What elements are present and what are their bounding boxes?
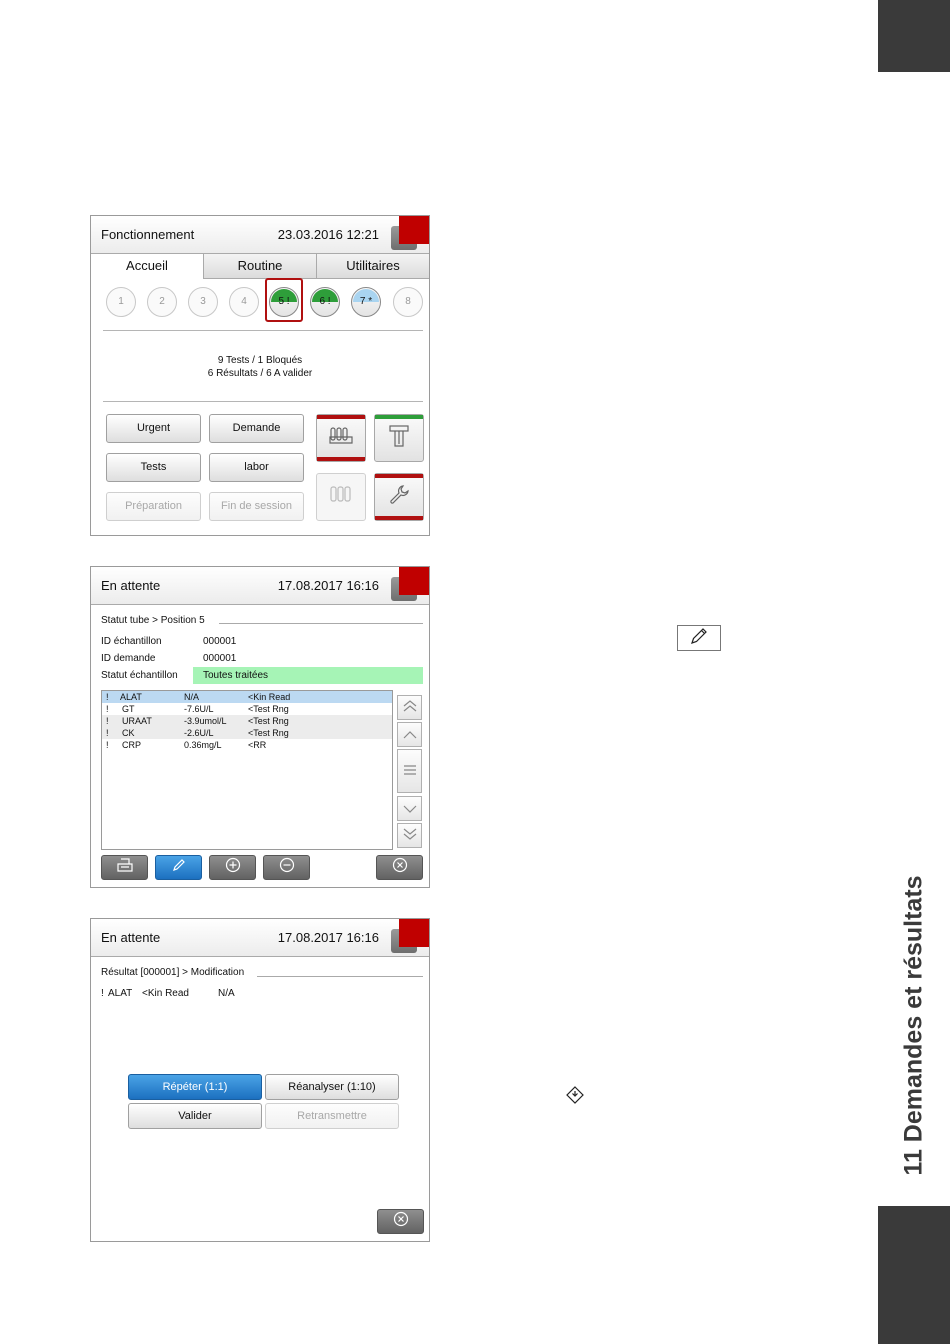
reagent-button[interactable]	[374, 414, 424, 462]
statut-label: Statut échantillon	[101, 670, 178, 681]
screen-fonctionnement	[90, 215, 430, 536]
divider	[103, 401, 423, 402]
labor-button[interactable]: labor	[209, 453, 304, 482]
preparation-button[interactable]: Préparation	[106, 492, 201, 521]
rack-positions	[91, 279, 429, 321]
rack-disabled-button[interactable]	[316, 473, 366, 521]
position-1[interactable]: 1	[106, 287, 136, 317]
tests-button[interactable]: Tests	[106, 453, 201, 482]
position-5[interactable]: 5 !	[269, 287, 299, 317]
start-diamond-icon	[566, 1086, 584, 1109]
double-chevron-down-icon	[403, 827, 417, 845]
result-row[interactable]: ! GT -7.6U/L <Test Rng	[106, 704, 289, 714]
scroll-down-button[interactable]	[397, 796, 422, 821]
print-icon	[117, 858, 133, 877]
divider	[103, 330, 423, 331]
result-row[interactable]: ! CK -2.6U/L <Test Rng	[102, 727, 392, 739]
close-icon	[393, 1211, 409, 1232]
screen-datetime: 23.03.2016 12:21	[277, 227, 379, 242]
remove-button[interactable]	[263, 855, 310, 880]
screen-modification	[90, 918, 430, 1242]
position-8[interactable]: 8	[393, 287, 423, 317]
edit-button[interactable]	[155, 855, 202, 880]
scroll-up-button[interactable]	[397, 722, 422, 747]
chevron-down-icon	[403, 800, 417, 818]
result-row[interactable]: ! ALAT N/A <Kin Read	[102, 691, 392, 703]
sample-rack-button[interactable]	[316, 414, 366, 462]
add-button[interactable]	[209, 855, 256, 880]
valider-button[interactable]: Valider	[128, 1103, 262, 1129]
result-note: <Kin Read	[142, 988, 189, 999]
rack-disabled-icon	[329, 484, 353, 511]
minus-circle-icon	[279, 857, 295, 878]
screen-header	[91, 919, 429, 957]
screen-title: En attente	[101, 930, 161, 945]
close-button[interactable]	[376, 855, 423, 880]
chapter-tab-bottom	[878, 1206, 950, 1344]
id-demande-label: ID demande	[101, 653, 156, 664]
position-7[interactable]: 7 *	[351, 287, 381, 317]
scroll-top-button[interactable]	[397, 695, 422, 720]
tab-bar	[91, 254, 429, 279]
screen-header	[91, 567, 429, 605]
pencil-icon	[689, 627, 709, 650]
reanalyser-button[interactable]: Réanalyser (1:10)	[265, 1074, 399, 1100]
double-chevron-up-icon	[403, 699, 417, 717]
chapter-heading: 11 Demandes et résultats	[899, 874, 928, 1176]
alarm-indicator[interactable]	[399, 919, 429, 947]
results-list[interactable]	[101, 690, 393, 850]
summary-tests: 9 Tests / 1 Bloqués	[217, 355, 303, 366]
pencil-icon	[172, 858, 186, 877]
position-2[interactable]: 2	[147, 287, 177, 317]
plus-circle-icon	[225, 857, 241, 878]
position-3[interactable]: 3	[188, 287, 218, 317]
menu-lines-icon	[403, 762, 417, 780]
screen-title: Fonctionnement	[101, 227, 195, 242]
maintenance-button[interactable]	[374, 473, 424, 521]
screen-title: En attente	[101, 578, 161, 593]
scroll-thumb[interactable]	[397, 749, 422, 793]
print-button[interactable]	[101, 855, 148, 880]
alarm-indicator[interactable]	[399, 567, 429, 595]
result-flag: !	[101, 988, 104, 999]
id-echantillon-label: ID échantillon	[101, 636, 162, 647]
result-row[interactable]: ! URAAT -3.9umol/L <Test Rng	[102, 715, 392, 727]
position-6[interactable]: 6 !	[310, 287, 340, 317]
breadcrumb-line	[257, 976, 423, 977]
fin-session-button[interactable]: Fin de session	[209, 492, 304, 521]
scroll-bottom-button[interactable]	[397, 823, 422, 848]
close-button[interactable]	[377, 1209, 424, 1234]
chevron-up-icon	[403, 726, 417, 744]
close-icon	[392, 857, 408, 878]
breadcrumb: Résultat [000001] > Modification	[101, 967, 245, 978]
chapter-tab-top	[878, 0, 950, 72]
screen-datetime: 17.08.2017 16:16	[277, 578, 379, 593]
sample-rack-icon	[329, 425, 353, 452]
result-test: ALAT	[108, 988, 133, 999]
screen-statut-tube	[90, 566, 430, 888]
wrench-icon	[387, 483, 411, 512]
breadcrumb: Statut tube > Position 5	[101, 615, 205, 626]
retransmettre-button[interactable]: Retransmettre	[265, 1103, 399, 1129]
tab-accueil[interactable]: Accueil	[91, 254, 203, 279]
alarm-indicator[interactable]	[399, 216, 429, 244]
reagent-cartridge-icon	[388, 424, 410, 453]
urgent-button[interactable]: Urgent	[106, 414, 201, 443]
breadcrumb-line	[219, 623, 423, 624]
position-4[interactable]: 4	[229, 287, 259, 317]
repeter-button[interactable]: Répéter (1:1)	[128, 1074, 262, 1100]
screen-datetime: 17.08.2017 16:16	[277, 930, 379, 945]
result-row[interactable]: ! CRP 0.36mg/L <RR	[106, 740, 267, 750]
tab-routine[interactable]: Routine	[203, 254, 316, 278]
demande-button[interactable]: Demande	[209, 414, 304, 443]
screen-header	[91, 216, 429, 254]
result-value: N/A	[218, 988, 235, 999]
tab-utilitaires[interactable]: Utilitaires	[316, 254, 429, 278]
edit-button-reference	[677, 625, 721, 651]
id-demande-value: 000001	[203, 653, 237, 664]
summary-results: 6 Résultats / 6 A valider	[207, 368, 313, 379]
statut-value: Toutes traitées	[193, 667, 423, 684]
id-echantillon-value: 000001	[203, 636, 237, 647]
start-icon-reference	[566, 1088, 584, 1106]
